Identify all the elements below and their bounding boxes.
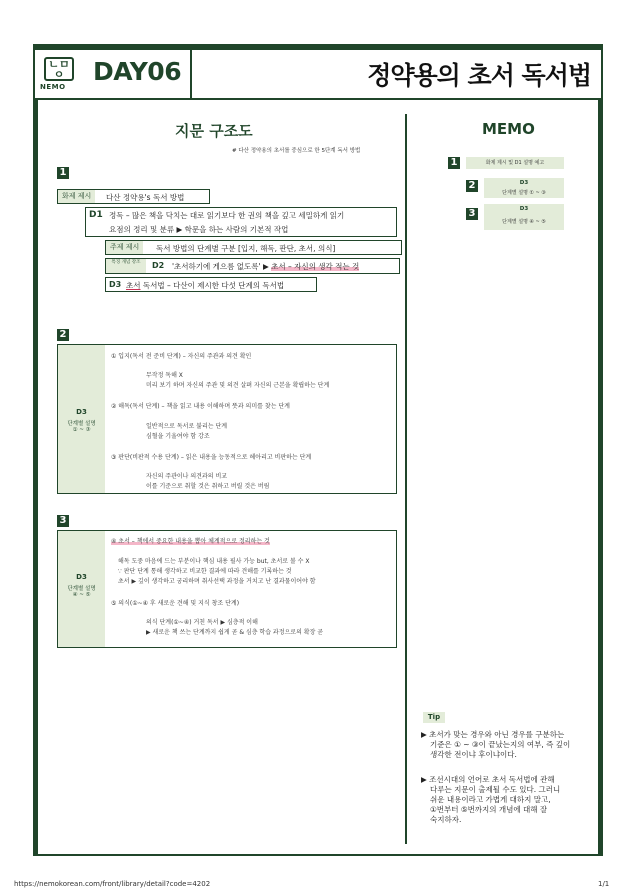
section-3-box	[57, 530, 397, 648]
memo-row-3-number: 3	[466, 208, 478, 220]
s2-line-8: 이를 기준으로 취할 것은 취하고 버릴 것은 버림	[146, 483, 270, 490]
section-2-side-d: D3	[76, 408, 87, 416]
theme-box	[105, 240, 402, 255]
memo-title: MEMO	[482, 120, 535, 138]
logo-glyph: ㄴㅁ ㅇ	[44, 57, 74, 81]
topic-label: 화제 제시	[58, 190, 95, 203]
memo-row-3-box	[484, 204, 564, 230]
topic-text: 다산 정약용's 독서 방법	[106, 193, 185, 202]
section-2-box	[57, 344, 397, 494]
d1-line1: 정독 – 많은 책을 닥치는 대로 읽기보다 한 권의 책을 깊고 세밀하게 읽기	[109, 211, 345, 220]
page-title: 정약용의 초서 독서법	[367, 61, 591, 90]
theme-label: 주제 제시	[106, 241, 143, 254]
s2-line-4: 일반적으로 독서로 불리는 단계	[146, 423, 228, 430]
d1-label: D1	[89, 210, 103, 220]
day-label: DAY06	[93, 57, 182, 86]
d3-text-b: 독서법 – 다산이 제시한 다섯 단계의 독서법	[140, 281, 285, 290]
d1-box	[85, 207, 397, 237]
structure-title: 지문 구조도	[175, 122, 253, 140]
s3-line-6: ▶ 새로운 책 쓰는 단계까지 쉽게 곧 & 심층 학습 과정으로의 확장 곧	[146, 629, 324, 636]
d3-label: D3	[109, 280, 122, 289]
d2-text-a: '초서하기에 게으름 없도록' ▶	[172, 262, 272, 271]
tip-2-line-4: 숙지하자.	[430, 815, 462, 824]
d2-small-label: 특징 개념 강조	[106, 259, 146, 273]
d3-text-a: 초서	[126, 281, 141, 290]
s3-line-4: ⑤ 의식(①~④ 후 새로운 견해 및 지식 창조 단계)	[111, 600, 240, 607]
tip-2	[421, 775, 596, 825]
header	[35, 50, 601, 98]
memo-row-1-text: 화제 제시 및 D1 설명 예고	[466, 157, 564, 169]
logo-text: NEMO	[40, 83, 66, 91]
header-divider	[190, 50, 192, 98]
s3-line-2: ∵ 판단 단계 통해 생각하고 비교한 결과에 따라 견해를 기록하는 것	[118, 568, 292, 575]
s3-line-3: 초서 ▶ 깊이 생각하고 궁리하며 취사선택 과정을 거치고 난 결과물이어야 함	[118, 578, 316, 585]
d3-box	[105, 277, 317, 292]
logo	[40, 55, 80, 93]
d2-text	[172, 261, 359, 272]
s2-line-7: 자신의 주관이나 의견과의 비교	[146, 473, 228, 480]
tip-label: Tip	[423, 712, 445, 723]
section-2-number: 2	[57, 329, 69, 341]
memo-row-2-number: 2	[466, 180, 478, 192]
s3-line-0: ④ 초서 – 책에서 중요한 내용을 뽑아 체계적으로 정리하는 것	[111, 538, 270, 545]
s2-line-3: ② 해독(독서 단계) – 책을 읽고 내용 이해하며 뜻과 의미를 찾는 단계	[111, 403, 290, 410]
section-3-side-line2: ④ ~ ⑤	[72, 592, 91, 598]
footer-url[interactable]: https://nemokorean.com/front/library/detail?code=4202	[14, 880, 211, 888]
memo-row-2-d: D3	[519, 180, 529, 186]
tip-2-line-2: 쉬운 내용이라고 가볍게 대하지 말고,	[430, 795, 551, 804]
d2-text-b: 초서 – 자신의 생각 적는 것	[271, 262, 360, 271]
tip-2-line-1: 다루는 지문이 출제될 수도 있다. 그러니	[430, 785, 561, 794]
header-underline	[35, 98, 601, 100]
topic-box	[57, 189, 210, 204]
s2-line-0: ① 입지(독서 전 준비 단계) – 자신의 주관과 의견 확인	[111, 353, 252, 360]
memo-row-3-text: 단계별 설명 ④ ~ ⑤	[502, 219, 546, 225]
d2-box	[105, 258, 400, 274]
section-3-number: 3	[57, 515, 69, 527]
section-2-side-line2: ① ~ ③	[72, 427, 91, 433]
frame-right-bar	[598, 100, 601, 854]
tip-2-line-0: ▶ 조선시대의 언어로 초서 독서법에 관해	[421, 775, 555, 784]
footer-page: 1/1	[598, 880, 610, 888]
s3-line-5: 의식 단계(①~④) 거친 독서 ▶ 심층적 이해	[146, 619, 258, 626]
tip-1	[421, 730, 596, 760]
d1-line2: 요점의 정리 및 분류 ▶ 학문을 하는 사람의 기본적 작업	[109, 225, 289, 234]
s2-line-6: ③ 판단(비판적 수용 단계) – 읽은 내용을 능동적으로 헤아리고 비판하는 단계	[111, 454, 312, 461]
column-divider	[405, 114, 407, 844]
structure-note: # 다산 정약용의 초서를 중심으로 한 5단계 독서 방법	[232, 148, 361, 154]
frame-left-bar	[35, 100, 38, 854]
section-2-side-line1: 단계별 설명	[67, 421, 96, 427]
tip-2-line-3: ①번부터 ⑤번까지의 개념에 대해 잘	[430, 805, 548, 814]
memo-row-2-text: 단계별 설명 ① ~ ③	[502, 190, 546, 196]
tip-1-line-2: 생각한 전이냐 후이냐이다.	[430, 750, 517, 759]
section-3-side-d: D3	[76, 573, 87, 581]
tip-1-line-0: ▶ 초서가 맞는 경우와 아닌 경우를 구분하는	[421, 730, 565, 739]
memo-row-2-box	[484, 178, 564, 198]
s2-line-1: 무작정 독해 X	[146, 372, 183, 379]
memo-row-1-number: 1	[448, 157, 460, 169]
s3-line-1: 해독 도중 마음에 드는 부분이나 핵심 내용 필사 가능 but, 초서로 볼 수 X	[118, 558, 310, 565]
tip-1-line-1: 기준은 ① ~ ③이 끝났는지의 여부, 즉 깊이	[430, 740, 571, 749]
d2-label: D2	[152, 261, 165, 270]
memo-row-3-d: D3	[519, 206, 529, 212]
d3-text	[126, 280, 284, 291]
s2-line-5: 심혈을 기울여야 함 강조	[146, 433, 210, 440]
section-3-side-line1: 단계별 설명	[67, 586, 96, 592]
section-1-number: 1	[57, 167, 69, 179]
theme-text: 독서 방법의 단계별 구분 [입지, 해독, 판단, 초서, 의식]	[156, 244, 336, 253]
s2-line-2: 미리 보기 하며 자신의 주관 및 의견 살펴 자신의 근본을 확립하는 단계	[146, 382, 330, 389]
